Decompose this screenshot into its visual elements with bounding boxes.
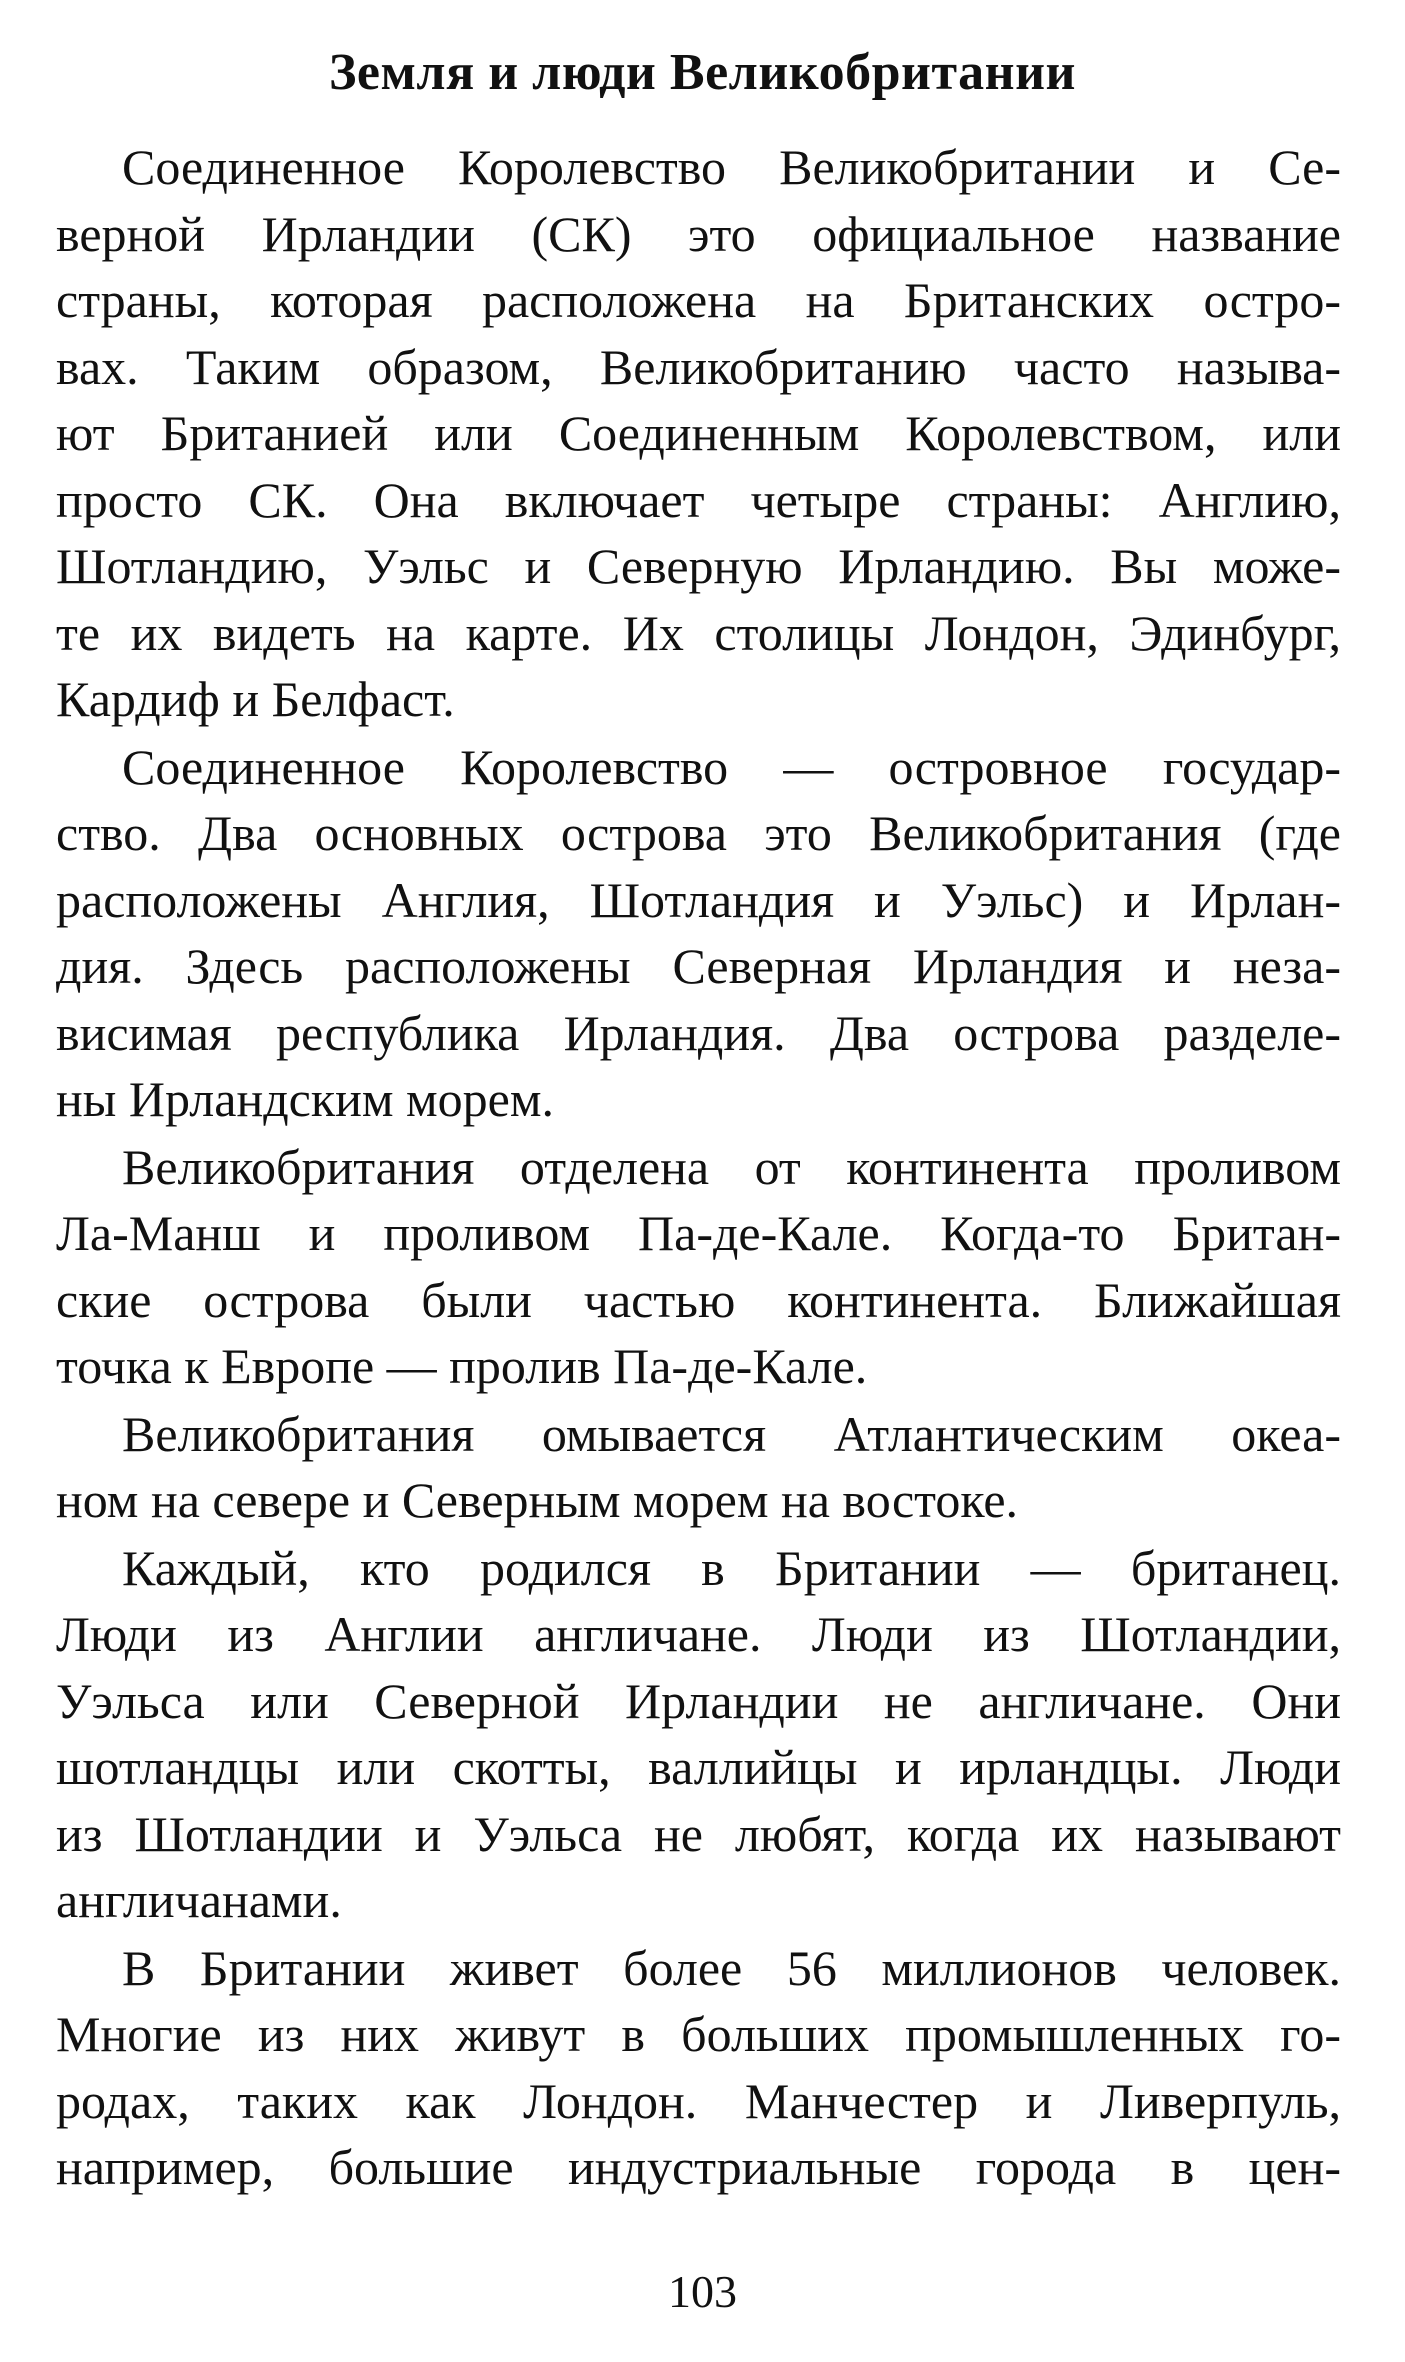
page-title: Земля и люди Великобритании — [328, 44, 1077, 101]
text-line: ство. Два основных острова это Великобритания (где — [56, 805, 1341, 861]
text-line: ном на севере и Северным морем на востоке. — [56, 1472, 1019, 1528]
text-line: Ла-Манш и проливом Па-де-Кале. Когда-то Британ- — [56, 1205, 1341, 1261]
text-line: родах, таких как Лондон. Манчестер и Ливерпуль, — [56, 2072, 1341, 2129]
text-line: дия. Здесь расположены Северная Ирландия и неза- — [56, 938, 1341, 994]
body-text — [56, 134, 1341, 2202]
text-line: те их видеть на карте. Их столицы Лондон, Эдинбург, — [56, 604, 1341, 661]
text-line: Люди из Англии англичане. Люди из Шотландии, — [56, 1606, 1341, 1662]
paragraph — [56, 1134, 1341, 1400]
text-line: ские острова были частью континента. Ближайшая — [56, 1271, 1341, 1328]
text-line: например, большие индустриальные города в цен- — [56, 2139, 1341, 2195]
text-line: Уэльса или Северной Ирландии не англичане. Они — [56, 1672, 1341, 1729]
text-line: Великобритания отделена от континента проливом — [122, 1138, 1341, 1195]
paragraph — [56, 734, 1341, 1133]
page-number: 103 — [668, 2266, 737, 2317]
paragraph — [56, 134, 1341, 733]
paragraph — [56, 1401, 1341, 1534]
text-line: Соединенное Королевство Великобритании и Се- — [122, 139, 1341, 195]
text-line: просто СК. Она включает четыре страны: Англию, — [56, 471, 1341, 528]
text-line: Соединенное Королевство — островное государ- — [122, 738, 1341, 795]
text-line: Каждый, кто родился в Британии — британец. — [122, 1539, 1341, 1596]
text-line: висимая республика Ирландия. Два острова разделе- — [56, 1004, 1341, 1061]
text-line: Шотландию, Уэльс и Северную Ирландию. Вы може- — [56, 538, 1341, 594]
text-line: из Шотландии и Уэльса не любят, когда их называют — [56, 1805, 1341, 1862]
text-line: расположены Англия, Шотландия и Уэльс) и Ирлан- — [56, 871, 1341, 928]
text-line: шотландцы или скотты, валлийцы и ирландцы. Люди — [56, 1739, 1341, 1795]
text-line: страны, которая расположена на Британских остро- — [56, 272, 1341, 328]
text-line: вах. Таким образом, Великобританию часто называ- — [56, 338, 1341, 395]
text-line: В Британии живет более 56 миллионов человек. — [122, 1939, 1341, 1996]
text-line: англичанами. — [56, 1872, 342, 1928]
text-line: ны Ирландским морем. — [56, 1071, 554, 1127]
paragraph — [56, 1535, 1341, 1934]
paragraph — [56, 1935, 1341, 2201]
text-line: Многие из них живут в больших промышленных го- — [56, 2006, 1341, 2062]
text-line: Кардиф и Белфаст. — [56, 671, 455, 727]
text-line: ют Британией или Соединенным Королевством, или — [56, 405, 1341, 461]
text-line: Великобритания омывается Атлантическим океа- — [122, 1405, 1341, 1462]
text-line: верной Ирландии (СК) это официальное название — [56, 205, 1341, 262]
text-line: точка к Европе — пролив Па-де-Кале. — [56, 1338, 868, 1394]
